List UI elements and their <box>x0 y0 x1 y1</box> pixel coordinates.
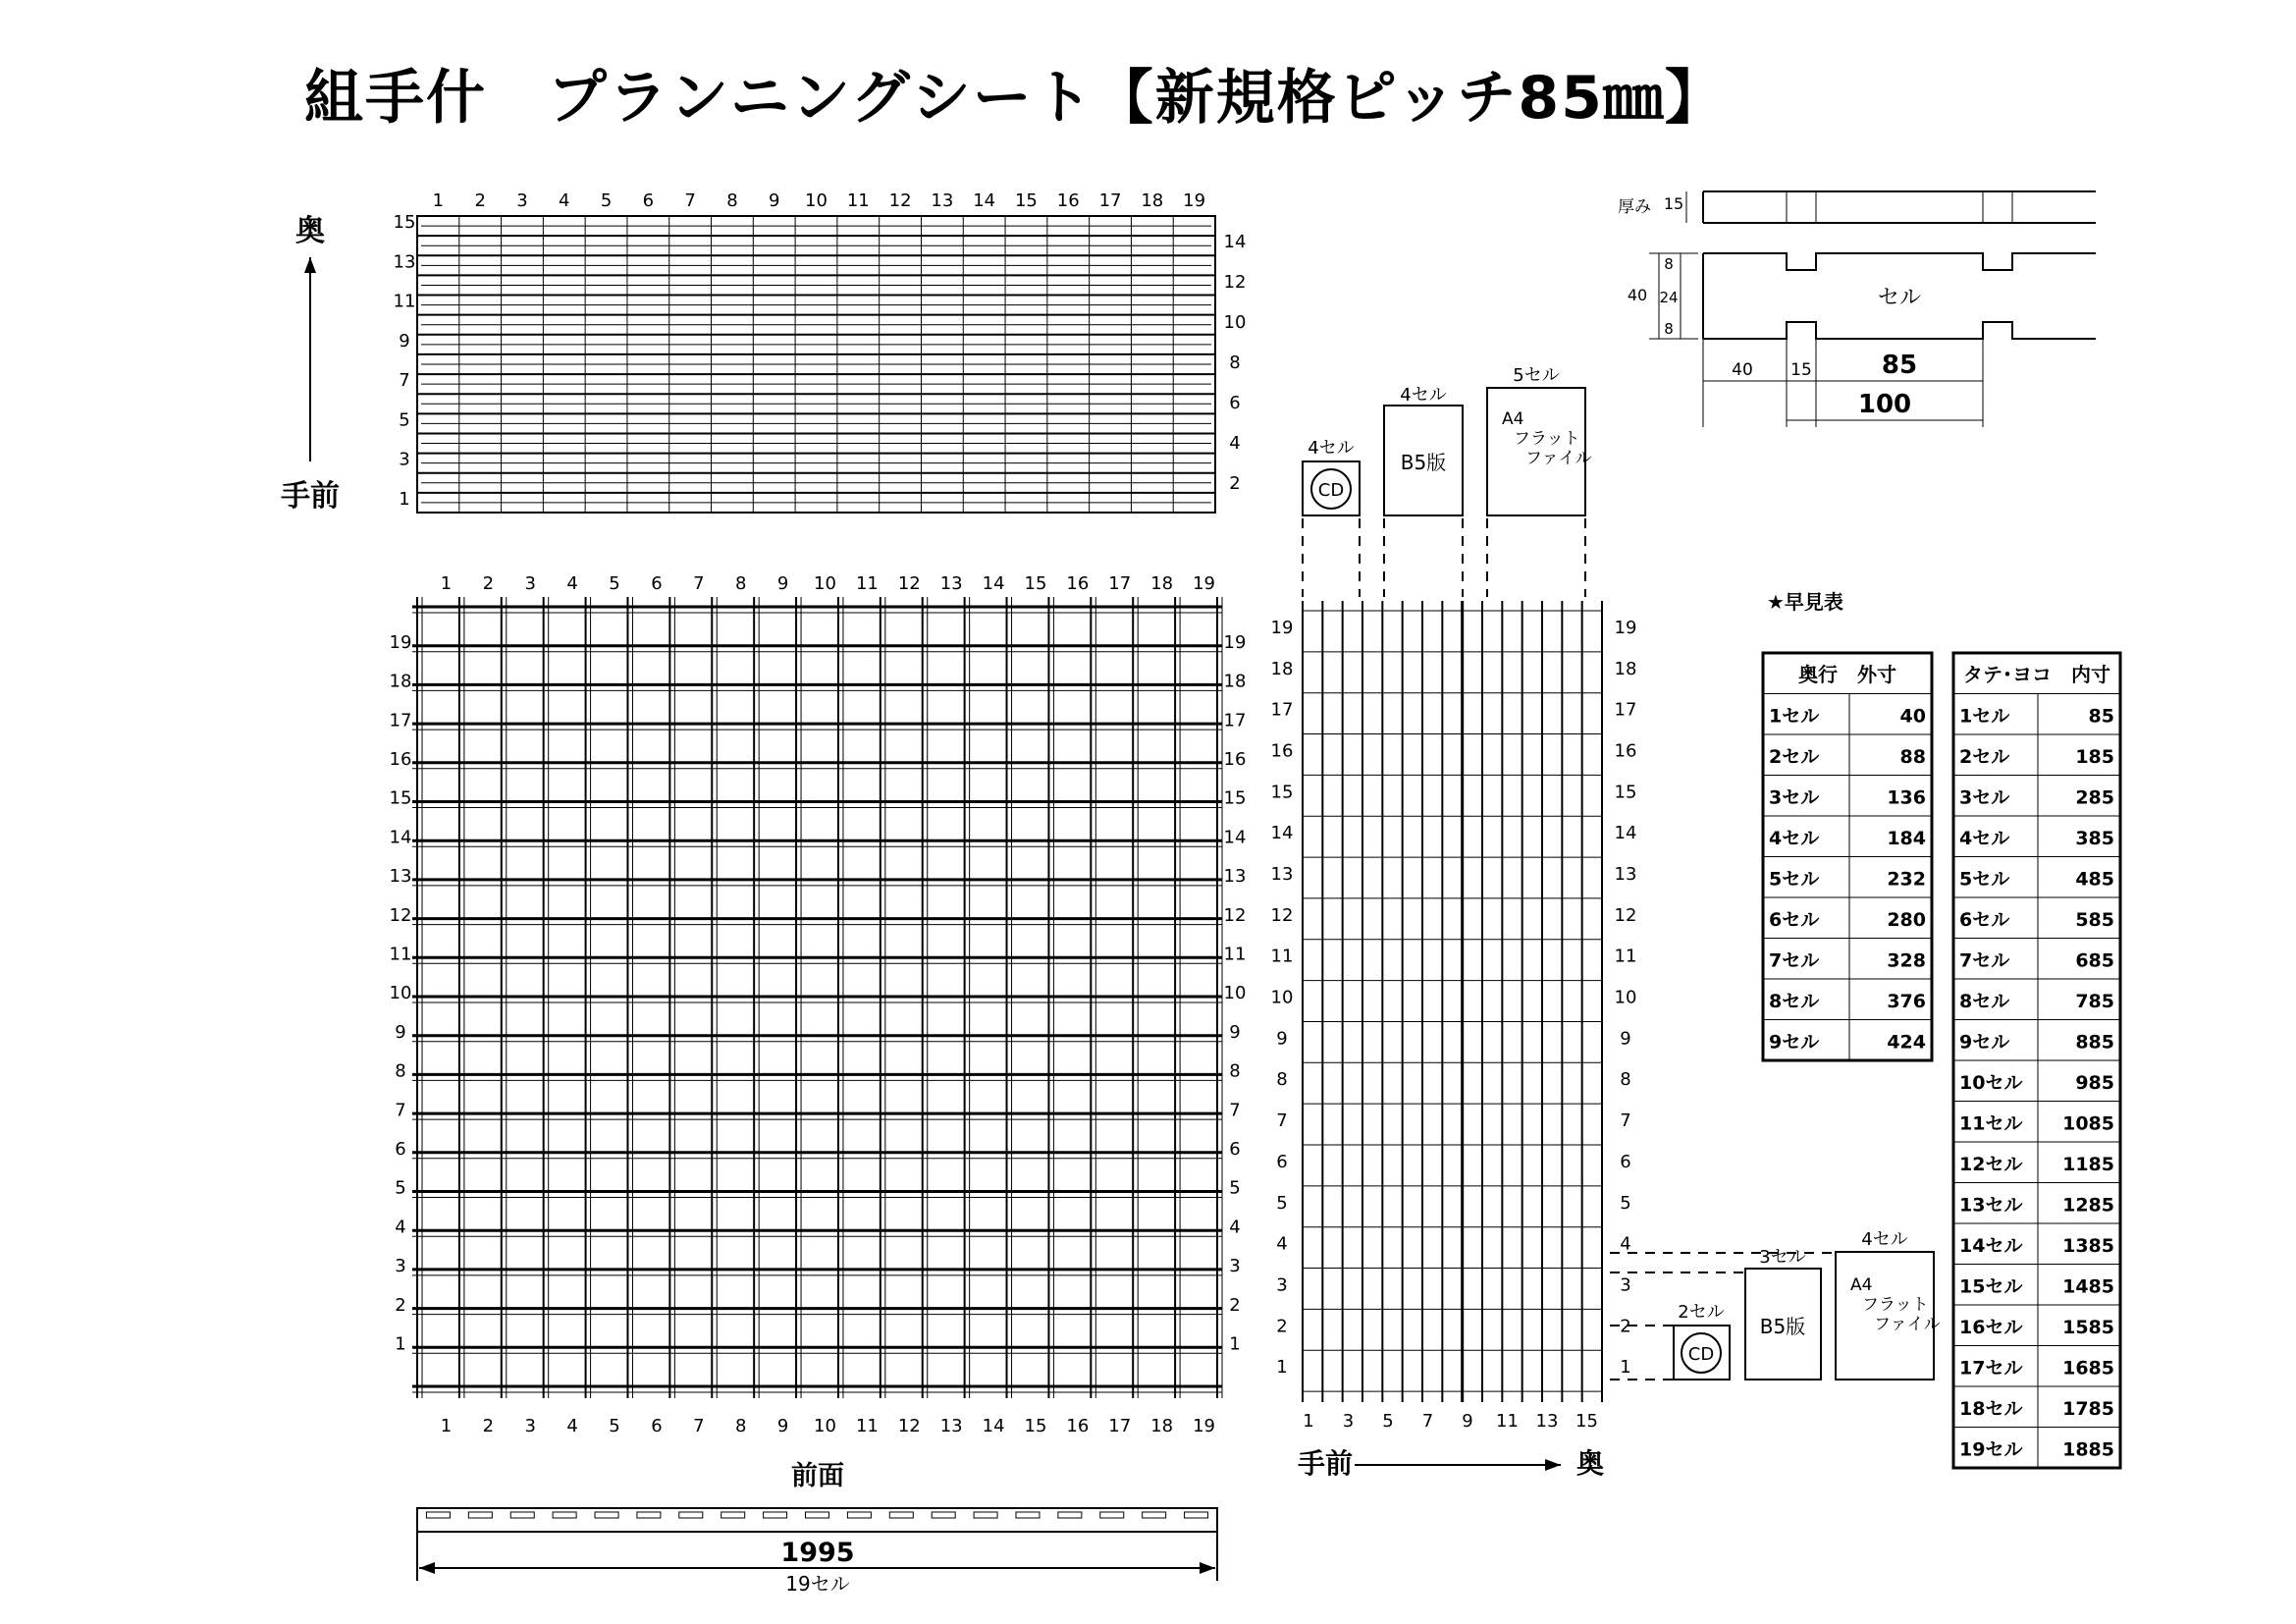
main-grid-row-number: 11 <box>1223 944 1247 965</box>
inner-table-cell-value: 1485 <box>2062 1275 2114 1298</box>
inner-table-cell-label: 14セル <box>1959 1235 2023 1258</box>
main-grid-row-number: 8 <box>1229 1060 1241 1082</box>
depth-table-cell-value: 376 <box>1887 991 1926 1013</box>
main-grid-col-number: 17 <box>1108 573 1132 594</box>
top-grid-col-number: 11 <box>846 190 870 211</box>
inner-table-cell-value: 1585 <box>2062 1317 2114 1339</box>
h-notch-value-2: 8 <box>1664 320 1674 338</box>
cd-label: CD <box>1317 480 1345 501</box>
main-grid-col-number: 19 <box>1193 1416 1216 1436</box>
inner-table-cell-label: 5セル <box>1959 868 2010 891</box>
depth-table-cell-value: 328 <box>1887 949 1926 972</box>
inner-table-cell-label: 13セル <box>1959 1194 2023 1217</box>
inner-table-cell-label: 10セル <box>1959 1072 2023 1095</box>
a4-cells: 5セル <box>1513 365 1560 386</box>
main-grid-row-number: 18 <box>1223 671 1247 692</box>
depth-table-cell-label: 2セル <box>1769 746 1820 769</box>
back-label-bottom: 奥 <box>1575 1447 1605 1480</box>
top-grid-col-number: 7 <box>684 190 696 211</box>
inner-table-cell-label: 7セル <box>1959 949 2010 972</box>
width-bar-slot <box>764 1512 787 1518</box>
top-grid-col-number: 16 <box>1056 190 1080 211</box>
a4-cells-bottom: 4セル <box>1861 1229 1908 1250</box>
main-grid-col-number: 17 <box>1108 1416 1132 1436</box>
main-grid-col-number: 10 <box>814 1416 836 1436</box>
depth-table-cell-label: 4セル <box>1769 828 1820 850</box>
main-grid-col-number: 8 <box>734 1416 747 1436</box>
h-mid-value: 24 <box>1659 289 1679 306</box>
top-grid-col-number: 5 <box>600 190 613 211</box>
top-grid-row-number: 8 <box>1229 352 1241 373</box>
width-bar-slot <box>1016 1512 1040 1518</box>
main-grid-row-number: 12 <box>1223 904 1247 926</box>
main-grid-col-number: 6 <box>651 573 663 594</box>
side-grid-row-number: 13 <box>1614 864 1637 885</box>
width-dim-cells: 19セル <box>785 1572 850 1596</box>
top-grid-col-number: 9 <box>768 190 780 211</box>
depth-table-cell-label: 1セル <box>1769 705 1820 728</box>
inner-table-cell-label: 17セル <box>1959 1357 2023 1380</box>
main-grid-row-number: 4 <box>395 1217 406 1238</box>
side-grid-row-number: 1 <box>1276 1357 1288 1379</box>
main-grid-row-number: 16 <box>1223 748 1247 770</box>
inner-table-cell-value: 85 <box>2088 705 2114 728</box>
main-grid-col-number: 7 <box>693 1416 705 1436</box>
main-grid-row-number: 3 <box>395 1256 406 1277</box>
inner-table-cell-value: 385 <box>2075 828 2114 850</box>
inner-table-cell-label: 9セル <box>1959 1031 2010 1054</box>
top-grid-row-number: 14 <box>1223 232 1247 252</box>
main-grid-row-number: 2 <box>395 1294 406 1316</box>
side-grid-row-number: 4 <box>1620 1233 1631 1255</box>
side-grid-row-number: 8 <box>1620 1069 1631 1091</box>
side-grid-col-number: 5 <box>1382 1411 1394 1432</box>
inner-table-cell-value: 1085 <box>2062 1112 2114 1135</box>
inner-table-cell-label: 1セル <box>1959 705 2010 728</box>
depth-table-cell-label: 5セル <box>1769 868 1820 891</box>
depth-table-cell-label: 9セル <box>1769 1031 1820 1054</box>
main-grid-row-number: 1 <box>1229 1333 1241 1355</box>
inner-table-cell-value: 485 <box>2075 868 2114 891</box>
top-grid-row-number: 6 <box>1229 393 1241 413</box>
b5-label-bottom: B5版 <box>1759 1315 1806 1338</box>
width-dim-arrow-right-head <box>1200 1562 1215 1574</box>
width-bar-slot <box>1143 1512 1166 1518</box>
span-value: 100 <box>1857 390 1912 419</box>
b5-label: B5版 <box>1400 451 1447 474</box>
main-grid-row-number: 2 <box>1229 1294 1241 1316</box>
side-grid-row-number: 13 <box>1270 864 1294 885</box>
page-title: 組手什 プランニングシート【新規格ピッチ85㎜】 <box>304 64 1726 133</box>
main-grid-col-number: 7 <box>693 573 705 594</box>
main-grid-col-number: 16 <box>1066 573 1090 594</box>
top-grid-row-number: 7 <box>399 370 410 392</box>
main-grid-col-number: 11 <box>855 573 879 594</box>
main-grid-col-number: 9 <box>776 1416 789 1436</box>
inner-table-cell-value: 585 <box>2075 909 2114 932</box>
inner-table-cell-label: 12セル <box>1959 1154 2023 1176</box>
width-bar-slot <box>1058 1512 1082 1518</box>
top-view-grid <box>281 190 1246 514</box>
width-dim-value: 1995 <box>780 1538 855 1568</box>
main-grid-col-number: 11 <box>855 1416 879 1436</box>
side-grid-row-number: 6 <box>1276 1151 1288 1172</box>
main-grid-col-number: 10 <box>814 573 836 594</box>
side-grid-row-number: 15 <box>1614 782 1637 803</box>
main-grid-col-number: 4 <box>566 1416 578 1436</box>
inner-table-cell-value: 985 <box>2075 1072 2114 1095</box>
cd-label-bottom: CD <box>1687 1344 1715 1365</box>
main-grid-row-number: 1 <box>395 1333 406 1355</box>
width-bar-slot <box>1100 1512 1124 1518</box>
inner-table-cell-label: 4セル <box>1959 828 2010 850</box>
side-grid-row-number: 15 <box>1270 782 1294 803</box>
front-face-label: 前面 <box>791 1461 844 1491</box>
back-label: 奥 <box>295 214 325 248</box>
w-slot-value: 15 <box>1790 360 1812 380</box>
side-grid-row-number: 18 <box>1270 658 1294 679</box>
depth-table-cell-value: 136 <box>1887 786 1926 809</box>
depth-table-cell-value: 184 <box>1887 828 1926 850</box>
quick-ref-title: ★早見表 <box>1767 590 1843 614</box>
a4-label-bottom: A4 フラットファイル <box>1850 1275 1941 1334</box>
side-grid-col-number: 7 <box>1421 1411 1434 1432</box>
side-grid-row-number: 16 <box>1614 740 1637 762</box>
side-grid-row-number: 7 <box>1620 1110 1631 1132</box>
inner-table-cell-label: 6セル <box>1959 909 2010 932</box>
main-grid-col-number: 18 <box>1150 1416 1174 1436</box>
main-grid-col-number: 5 <box>609 1416 620 1436</box>
main-grid-row-number: 9 <box>1229 1021 1241 1043</box>
width-bar-slot <box>889 1512 913 1518</box>
top-grid-row-number: 15 <box>393 212 416 233</box>
main-grid-row-number: 6 <box>1229 1138 1241 1160</box>
main-grid-row-number: 10 <box>389 983 412 1004</box>
main-grid-row-number: 11 <box>389 944 412 965</box>
main-grid-col-number: 1 <box>440 573 453 594</box>
top-grid-row-number: 1 <box>399 489 410 510</box>
main-grid-col-number: 4 <box>566 573 578 594</box>
side-grid-row-number: 12 <box>1270 904 1294 926</box>
depth-table-cell-label: 7セル <box>1769 949 1820 972</box>
depth-table-cell-label: 3セル <box>1769 786 1820 809</box>
main-grid-col-number: 15 <box>1024 1416 1047 1436</box>
width-bar-slot <box>595 1512 618 1518</box>
width-bar-slot <box>1185 1512 1208 1518</box>
side-grid-row-number: 2 <box>1620 1316 1631 1337</box>
side-grid-row-number: 19 <box>1614 617 1637 638</box>
top-grid-row-number: 11 <box>393 291 416 312</box>
side-grid-row-number: 3 <box>1620 1274 1631 1296</box>
side-grid-col-number: 11 <box>1496 1411 1519 1432</box>
inner-table-cell-label: 8セル <box>1959 991 2010 1013</box>
top-grid-row-number: 2 <box>1229 473 1241 494</box>
side-grid-row-number: 18 <box>1614 658 1637 679</box>
cd-cells: 4セル <box>1308 438 1355 459</box>
main-grid-col-number: 3 <box>524 1416 536 1436</box>
main-grid-row-number: 7 <box>395 1100 406 1121</box>
main-grid-row-number: 12 <box>389 904 412 926</box>
side-grid-row-number: 10 <box>1614 987 1637 1008</box>
h-notch-value: 8 <box>1664 255 1674 273</box>
h-total-value: 40 <box>1627 286 1648 304</box>
a4-label: A4 フラットファイル <box>1502 409 1592 468</box>
depth-arrow-head <box>304 257 316 273</box>
inner-table-cell-value: 1785 <box>2062 1398 2114 1421</box>
side-grid-col-number: 3 <box>1342 1411 1355 1432</box>
profile-upper-edge <box>1703 253 2096 270</box>
inner-table-cell-value: 685 <box>2075 949 2114 972</box>
main-grid-col-number: 6 <box>651 1416 663 1436</box>
main-grid-col-number: 18 <box>1150 573 1174 594</box>
top-grid-col-number: 14 <box>973 190 996 211</box>
side-grid-row-number: 14 <box>1614 823 1637 844</box>
top-grid-row-number: 12 <box>1223 272 1247 293</box>
main-grid-row-number: 4 <box>1229 1217 1241 1238</box>
main-grid-col-number: 13 <box>939 1416 963 1436</box>
width-bar-slot <box>679 1512 703 1518</box>
main-grid-row-number: 13 <box>1223 866 1247 888</box>
main-grid-row-number: 6 <box>395 1138 406 1160</box>
side-grid-row-number: 11 <box>1614 946 1637 967</box>
inner-table-cell-label: 16セル <box>1959 1317 2023 1339</box>
main-grid-row-number: 14 <box>1223 827 1247 848</box>
main-grid-row-number: 13 <box>389 866 412 888</box>
side-grid-row-number: 8 <box>1276 1069 1288 1091</box>
side-grid-row-number: 17 <box>1270 699 1294 721</box>
profile-lower-edge <box>1703 322 2096 339</box>
inner-table-cell-value: 785 <box>2075 991 2114 1013</box>
main-grid-row-number: 16 <box>389 748 412 770</box>
depth-table-cell-label: 8セル <box>1769 991 1820 1013</box>
side-grid-row-number: 4 <box>1276 1233 1288 1255</box>
dimensions <box>417 1508 1217 1596</box>
main-grid-row-number: 18 <box>389 671 412 692</box>
side-grid-row-number: 6 <box>1620 1151 1631 1172</box>
inner-table-cell-label: 19セル <box>1959 1438 2023 1461</box>
inner-table-cell-value: 885 <box>2075 1031 2114 1054</box>
top-grid-row-number: 13 <box>393 251 416 273</box>
top-grid-row-number: 10 <box>1223 312 1247 333</box>
top-grid-col-number: 19 <box>1183 190 1206 211</box>
main-grid-row-number: 15 <box>389 787 412 809</box>
front-label: 手前 <box>281 479 340 514</box>
thickness-value: 15 <box>1663 194 1684 213</box>
inner-table-cell-value: 1185 <box>2062 1154 2114 1176</box>
main-grid-row-number: 17 <box>389 710 412 731</box>
side-grid-row-number: 11 <box>1270 946 1294 967</box>
top-grid-col-number: 8 <box>726 190 738 211</box>
depth-table-cell-value: 232 <box>1887 868 1926 891</box>
top-grid-col-number: 17 <box>1098 190 1122 211</box>
depth-table-cell-value: 40 <box>1899 705 1926 728</box>
side-grid-row-number: 5 <box>1276 1192 1288 1214</box>
side-grid-row-number: 2 <box>1276 1316 1288 1337</box>
main-grid-row-number: 19 <box>1223 631 1247 653</box>
top-grid-col-number: 3 <box>516 190 528 211</box>
main-grid <box>390 573 1247 1491</box>
width-bar-slot <box>721 1512 745 1518</box>
main-grid-row-number: 5 <box>1229 1177 1241 1199</box>
main-grid-col-number: 9 <box>776 573 789 594</box>
width-bar-slot <box>637 1512 661 1518</box>
width-bar-slot <box>932 1512 955 1518</box>
main-grid-row-number: 3 <box>1229 1256 1241 1277</box>
main-grid-row-number: 10 <box>1223 983 1247 1004</box>
pitch-value: 85 <box>1881 351 1918 380</box>
cd-cells-bottom: 2セル <box>1678 1302 1725 1323</box>
depth-table-cell-value: 280 <box>1887 909 1926 932</box>
profile-detail <box>1618 191 2096 427</box>
main-grid-col-number: 5 <box>609 573 620 594</box>
w-edge-value: 40 <box>1732 360 1753 380</box>
top-grid-col-number: 18 <box>1141 190 1164 211</box>
top-grid-col-number: 13 <box>931 190 954 211</box>
front-label-bottom: 手前 <box>1297 1447 1354 1480</box>
width-bar-slot <box>847 1512 871 1518</box>
main-grid-col-number: 13 <box>939 573 963 594</box>
side-grid <box>1271 601 1637 1480</box>
main-grid-col-number: 12 <box>897 1416 921 1436</box>
top-grid-col-number: 4 <box>559 190 570 211</box>
top-grid-row-number: 9 <box>399 330 410 352</box>
top-grid-col-number: 2 <box>474 190 486 211</box>
top-grid-col-number: 10 <box>805 190 828 211</box>
main-grid-row-number: 17 <box>1223 710 1247 731</box>
inner-table-cell-value: 1385 <box>2062 1235 2114 1258</box>
depth-table-cell-value: 424 <box>1887 1031 1926 1054</box>
main-grid-col-number: 2 <box>482 1416 495 1436</box>
side-grid-row-number: 5 <box>1620 1192 1631 1214</box>
side-grid-row-number: 19 <box>1270 617 1294 638</box>
width-bar-slot <box>974 1512 997 1518</box>
inner-table-cell-label: 3セル <box>1959 786 2010 809</box>
main-grid-row-number: 14 <box>389 827 412 848</box>
width-bar-slot <box>426 1512 450 1518</box>
main-grid-row-number: 7 <box>1229 1100 1241 1121</box>
side-grid-row-number: 16 <box>1270 740 1294 762</box>
main-grid-col-number: 14 <box>982 1416 1005 1436</box>
inner-table-cell-label: 18セル <box>1959 1398 2023 1421</box>
width-bar-slot <box>468 1512 492 1518</box>
inner-table-cell-label: 15セル <box>1959 1275 2023 1298</box>
depth-table-cell-value: 88 <box>1899 746 1926 769</box>
b5-cells-bottom: 3セル <box>1759 1247 1806 1268</box>
top-grid-col-number: 6 <box>642 190 655 211</box>
front-back-arrow-head <box>1545 1459 1561 1471</box>
depth-table-cell-label: 6セル <box>1769 909 1820 932</box>
side-grid-col-number: 15 <box>1575 1411 1598 1432</box>
inner-table-cell-value: 1685 <box>2062 1357 2114 1380</box>
main-grid-col-number: 3 <box>524 573 536 594</box>
side-grid-row-number: 9 <box>1620 1028 1631 1050</box>
main-grid-row-number: 19 <box>389 631 412 653</box>
side-grid-row-number: 3 <box>1276 1274 1288 1296</box>
main-grid-col-number: 15 <box>1024 573 1047 594</box>
side-grid-col-number: 1 <box>1303 1411 1314 1432</box>
side-grid-row-number: 9 <box>1276 1028 1288 1050</box>
inner-table-cell-value: 1885 <box>2062 1438 2114 1461</box>
top-grid-row-number: 5 <box>399 409 410 431</box>
inner-table-header: タテ･ヨコ 内寸 <box>1963 663 2110 687</box>
side-grid-row-number: 1 <box>1620 1357 1631 1379</box>
top-grid-col-number: 1 <box>432 190 445 211</box>
side-grid-col-number: 13 <box>1535 1411 1559 1432</box>
top-grid-col-number: 12 <box>888 190 912 211</box>
width-bar-slot <box>510 1512 534 1518</box>
cell-label: セル <box>1877 286 1922 310</box>
thickness-label: 厚み <box>1618 197 1651 217</box>
inner-table-cell-value: 285 <box>2075 786 2114 809</box>
width-dim-arrow-left-head <box>419 1562 435 1574</box>
side-grid-col-number: 9 <box>1462 1411 1473 1432</box>
main-grid-row-number: 9 <box>395 1021 406 1043</box>
main-grid-col-number: 16 <box>1066 1416 1090 1436</box>
inner-table-cell-value: 185 <box>2075 746 2114 769</box>
main-grid-col-number: 2 <box>482 573 495 594</box>
main-grid-col-number: 8 <box>734 573 747 594</box>
main-grid-col-number: 12 <box>897 573 921 594</box>
top-grid-row-number: 3 <box>399 449 410 470</box>
width-bar-slot <box>806 1512 829 1518</box>
side-grid-row-number: 10 <box>1270 987 1294 1008</box>
top-grid-col-number: 15 <box>1014 190 1038 211</box>
depth-table-header: 奥行 外寸 <box>1798 663 1896 687</box>
inner-table-cell-value: 1285 <box>2062 1194 2114 1217</box>
width-bar-slot <box>553 1512 576 1518</box>
main-grid-row-number: 15 <box>1223 787 1247 809</box>
inner-table-cell-label: 2セル <box>1959 746 2010 769</box>
side-grid-row-number: 7 <box>1276 1110 1288 1132</box>
side-grid-row-number: 14 <box>1270 823 1294 844</box>
main-grid-row-number: 5 <box>395 1177 406 1199</box>
b5-cells: 4セル <box>1400 385 1447 406</box>
main-grid-col-number: 1 <box>440 1416 453 1436</box>
side-grid-row-number: 17 <box>1614 699 1637 721</box>
main-grid-row-number: 8 <box>395 1060 406 1082</box>
top-grid-row-number: 4 <box>1229 433 1241 454</box>
main-grid-col-number: 19 <box>1193 573 1216 594</box>
inner-table-cell-label: 11セル <box>1959 1112 2023 1135</box>
main-grid-col-number: 14 <box>982 573 1005 594</box>
side-grid-row-number: 12 <box>1614 904 1637 926</box>
